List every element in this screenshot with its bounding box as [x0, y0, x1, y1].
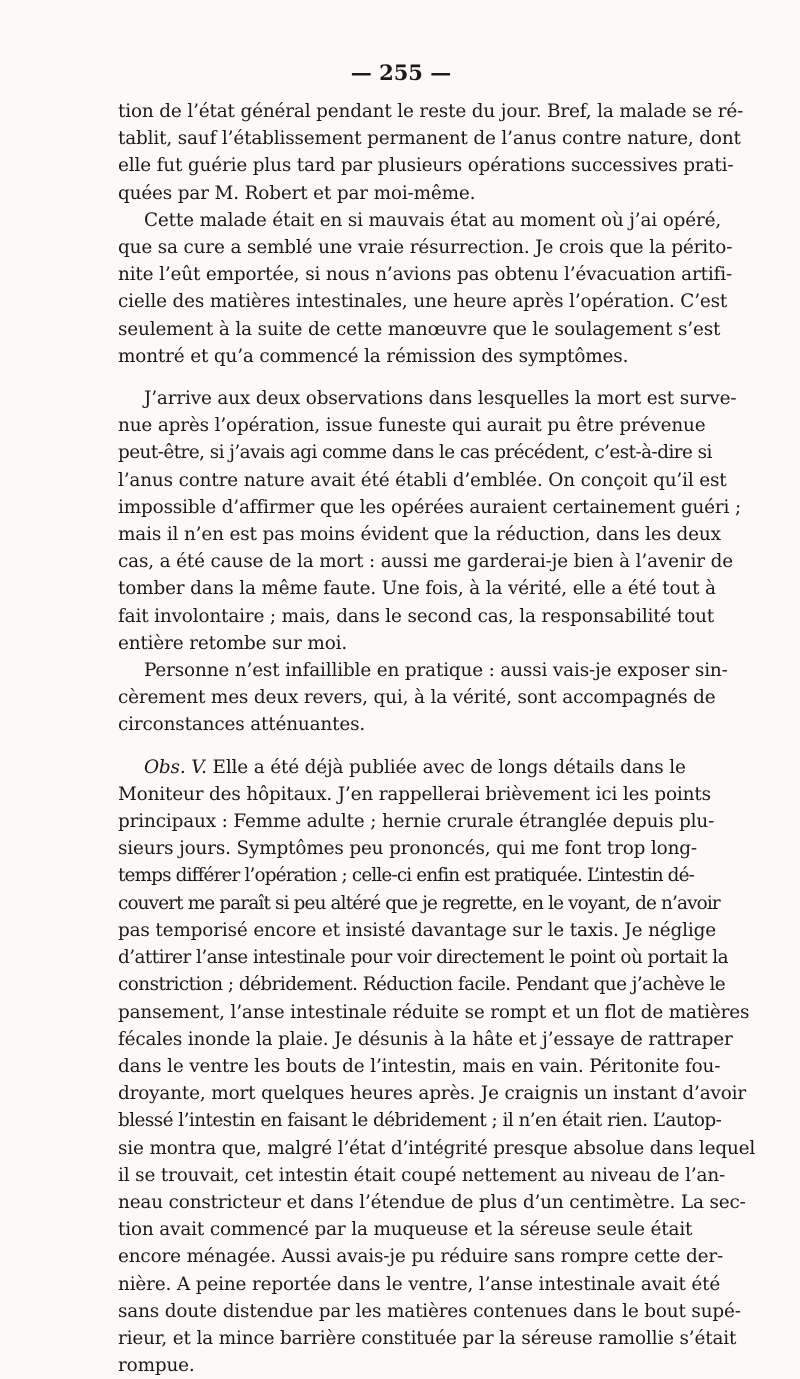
text-line: tomber dans la même faute. Une fois, à la vérité, elle a été tout à — [118, 578, 716, 600]
text-line: J’arrive aux deux observations dans lesquelles la mort est surve- — [144, 388, 737, 410]
text-line: Moniteur des hôpitaux. J’en rappellerai brièvement ici les points — [118, 783, 711, 805]
text-line: constriction ; débridement. Réduction facile. Pendant que j’achève le — [118, 974, 726, 996]
text-line: droyante, mort quelques heures après. Je craignis un instant d’avoir — [118, 1083, 747, 1105]
text-line: pansement, l’anse intestinale réduite se rompt et un flot de matières — [118, 1001, 750, 1023]
text-line: cèrement mes deux revers, qui, à la vérité, sont accompagnés de — [118, 687, 716, 709]
text-line: couvert me paraît si peu altéré que je regrette, en le voyant, de n’avoir — [118, 892, 720, 914]
text-line: blessé l’intestin en faisant le débridement ; il n’en était rien. L’autop- — [118, 1110, 722, 1132]
text-line: cas, a été cause de la mort : aussi me garderai-je bien à l’avenir de — [118, 551, 733, 573]
text-line: rompue. — [118, 1355, 195, 1377]
body-text — [118, 98, 756, 1379]
text-line: l’anus contre nature avait été établi d’emblée. On conçoit qu’il est — [118, 469, 727, 491]
text-line: nite l’eût emportée, si nous n’avions pas obtenu l’évacuation artifi- — [118, 264, 733, 286]
text-line: temps différer l’opération ; celle-ci enfin est pratiquée. L’intestin dé- — [118, 865, 694, 887]
text-line: Cette malade était en si mauvais état au moment où j’ai opéré, — [144, 209, 722, 231]
text-line: elle fut guérie plus tard par plusieurs opérations successives prati- — [118, 155, 734, 177]
text-line: montré et qu’a commencé la rémission des symptômes. — [118, 345, 629, 367]
text-line: sie montra que, malgré l’état d’intégrité presque absolue dans lequel — [118, 1137, 756, 1159]
text-line: peut-être, si j’avais agi comme dans le cas précédent, c’est-à-dire si — [118, 442, 712, 464]
text-line: sans doute distendue par les matières contenues dans le bout supé- — [118, 1300, 741, 1322]
text-line: quées par M. Robert et par moi-même. — [118, 182, 476, 204]
text-line: nière. A peine reportée dans le ventre, l’anse intestinale avait été — [118, 1273, 721, 1295]
text-line: entière retombe sur moi. — [118, 632, 348, 654]
text-line: principaux : Femme adulte ; hernie crurale étranglée depuis plu- — [118, 811, 715, 833]
paragraph — [118, 98, 744, 207]
paragraph — [118, 385, 742, 657]
text-line: nue après l’opération, issue funeste qui aurait pu être prévenue — [118, 415, 706, 437]
text-line: seulement à la suite de cette manœuvre que le soulagement s’est — [118, 318, 721, 340]
text-line: dans le ventre les bouts de l’intestin, mais en vain. Péritonite fou- — [118, 1055, 721, 1077]
text-line: tion de l’état général pendant le reste du jour. Bref, la malade se ré- — [118, 101, 744, 122]
paragraph — [118, 657, 728, 739]
text-line: circonstances atténuantes. — [118, 714, 366, 736]
text-line: rieur, et la mince barrière constituée par la séreuse ramollie s’était — [118, 1327, 737, 1349]
text-line: tion avait commencé par la muqueuse et la séreuse seule était — [118, 1219, 693, 1241]
paragraph — [118, 754, 756, 1379]
text-line: cielle des matières intestinales, une heure après l’opération. C’est — [118, 291, 728, 313]
text-line: fait involontaire ; mais, dans le second cas, la responsabilité tout — [118, 605, 715, 627]
page-number: — 255 — — [350, 60, 452, 85]
text-line: d’attirer l’anse intestinale pour voir directement le point où portait la — [118, 947, 728, 969]
paragraph — [118, 207, 733, 370]
observation-label: Obs. V. — [144, 756, 207, 778]
text-line: encore ménagée. Aussi avais-je pu réduire sans rompre cette der- — [118, 1246, 724, 1268]
text-line: fécales inonde la plaie. Je désunis à la hâte et j’essaye de rattraper — [118, 1028, 733, 1050]
text-line: impossible d’affirmer que les opérées auraient certainement guéri ; — [118, 496, 742, 518]
text-line: il se trouvait, cet intestin était coupé nettement au niveau de l’an- — [118, 1164, 726, 1186]
text-line — [118, 754, 684, 781]
text-line: pas temporisé encore et insisté davantage sur le taxis. Je néglige — [118, 919, 716, 941]
text-line-rest: Elle a été déjà publiée avec de longs détails dans le — [206, 756, 686, 778]
text-line: neau constricteur et dans l’étendue de plus d’un centimètre. La sec- — [118, 1191, 746, 1213]
book-page — [118, 58, 756, 1379]
text-line: tablit, sauf l’établissement permanent de l’anus contre nature, dont — [118, 128, 741, 150]
text-line: que sa cure a semblé une vraie résurrection. Je crois que la périto- — [118, 237, 733, 259]
text-line: sieurs jours. Symptômes peu prononcés, qui me font trop long- — [118, 838, 697, 860]
text-line: Personne n’est infaillible en pratique : aussi vais-je exposer sin- — [144, 660, 728, 682]
text-line: mais il n’en est pas moins évident que la réduction, dans les deux — [118, 524, 721, 546]
